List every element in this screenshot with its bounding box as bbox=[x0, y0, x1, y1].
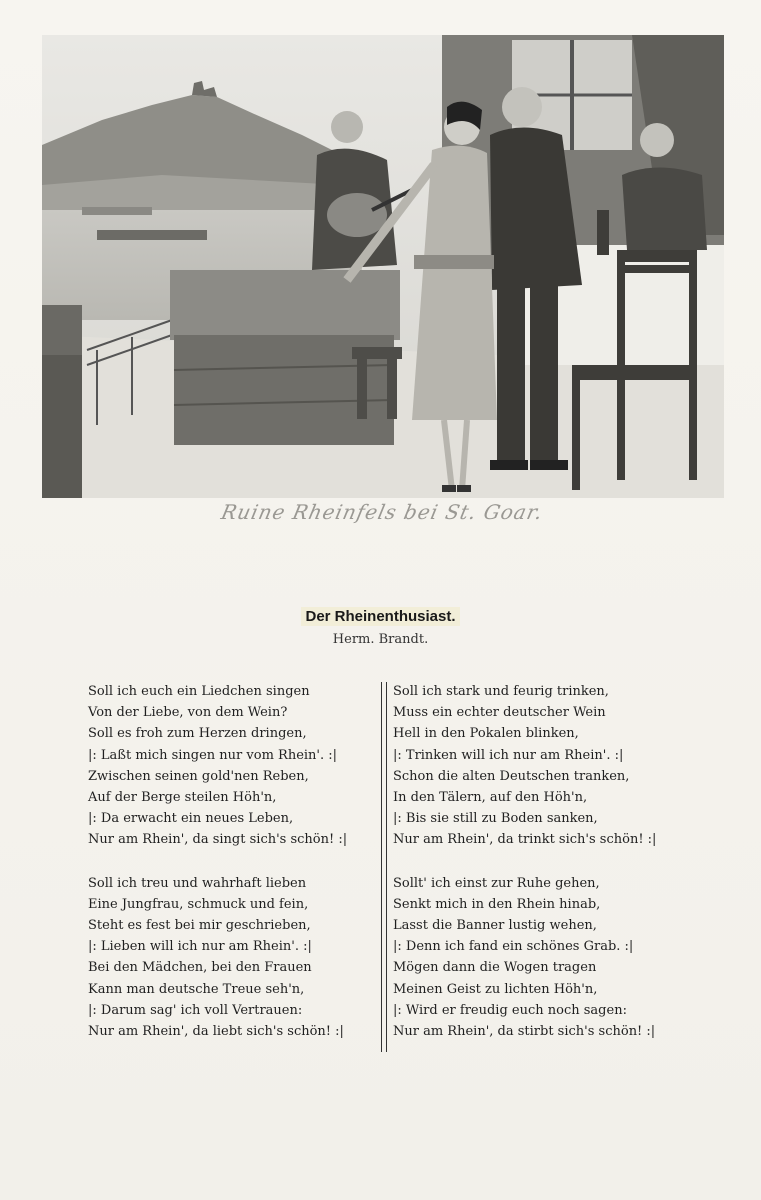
verse-line: Nur am Rhein', da stirbt sich's schön! :| bbox=[393, 1024, 656, 1040]
verse-line: Bei den Mädchen, bei den Frauen bbox=[88, 960, 312, 976]
verse-line: |: Da erwacht ein neues Leben, bbox=[88, 811, 294, 827]
stanza-2 bbox=[88, 873, 388, 1043]
poem-title bbox=[0, 608, 761, 625]
verse-line: |: Bis sie still zu Boden sanken, bbox=[393, 811, 598, 827]
verse-line: |: Darum sag' ich voll Vertrauen: bbox=[88, 1002, 303, 1018]
verse-line: Sollt' ich einst zur Ruhe gehen, bbox=[393, 875, 600, 891]
verse-line: |: Trinken will ich nur am Rhein'. :| bbox=[393, 747, 624, 763]
illustration-caption: Ruine Rheinfels bei St. Goar. bbox=[219, 500, 546, 524]
poem-left-column bbox=[88, 681, 388, 1064]
verse-line: Meinen Geist zu lichten Höh'n, bbox=[393, 981, 598, 997]
column-divider bbox=[381, 682, 387, 1052]
verse-line: |: Wird er freudig euch noch sagen: bbox=[393, 1002, 627, 1018]
verse-line: Eine Jungfrau, schmuck und fein, bbox=[88, 896, 309, 912]
poem-author: Herm. Brandt. bbox=[332, 632, 429, 647]
verse-line: Von der Liebe, von dem Wein? bbox=[88, 705, 288, 721]
stanza-4 bbox=[393, 873, 693, 1043]
poem-right-column bbox=[393, 681, 693, 1064]
verse-line: Soll ich euch ein Liedchen singen bbox=[88, 684, 310, 699]
verse-line: Auf der Berge steilen Höh'n, bbox=[88, 790, 277, 806]
verse-line: Zwischen seinen gold'nen Reben, bbox=[88, 768, 309, 784]
verse-line: |: Laßt mich singen nur vom Rhein'. :| bbox=[88, 747, 338, 763]
verse-line: In den Tälern, auf den Höh'n, bbox=[393, 790, 588, 806]
verse-line: Lasst die Banner lustig wehen, bbox=[393, 918, 597, 934]
verse-line: Muss ein echter deutscher Wein bbox=[393, 705, 606, 721]
verse-line: Nur am Rhein', da singt sich's schön! :| bbox=[88, 832, 348, 848]
stanza-3 bbox=[393, 681, 693, 851]
verse-line: Hell in den Pokalen blinken, bbox=[393, 726, 579, 742]
verse-line: Soll es froh zum Herzen dringen, bbox=[88, 726, 307, 742]
verse-line: Schon die alten Deutschen tranken, bbox=[393, 768, 630, 784]
verse-line: Soll ich stark und feurig trinken, bbox=[393, 684, 609, 699]
poem-title-text: Der Rheinenthusiast. bbox=[301, 607, 459, 626]
verse-line: Nur am Rhein', da liebt sich's schön! :| bbox=[88, 1024, 344, 1040]
verse-line: Mögen dann die Wogen tragen bbox=[393, 960, 597, 976]
verse-line: Steht es fest bei mir geschrieben, bbox=[88, 918, 311, 934]
illustration bbox=[42, 35, 724, 498]
stanza-1 bbox=[88, 681, 388, 851]
verse-line: Nur am Rhein', da trinkt sich's schön! :| bbox=[393, 832, 657, 848]
verse-line: |: Denn ich fand ein schönes Grab. :| bbox=[393, 939, 634, 955]
verse-line: Senkt mich in den Rhein hinab, bbox=[393, 896, 601, 912]
verse-line: Soll ich treu und wahrhaft lieben bbox=[88, 875, 307, 891]
rhine-terrace-illustration bbox=[42, 35, 724, 498]
verse-line: Kann man deutsche Treue seh'n, bbox=[88, 981, 305, 997]
verse-line: |: Lieben will ich nur am Rhein'. :| bbox=[88, 939, 312, 955]
